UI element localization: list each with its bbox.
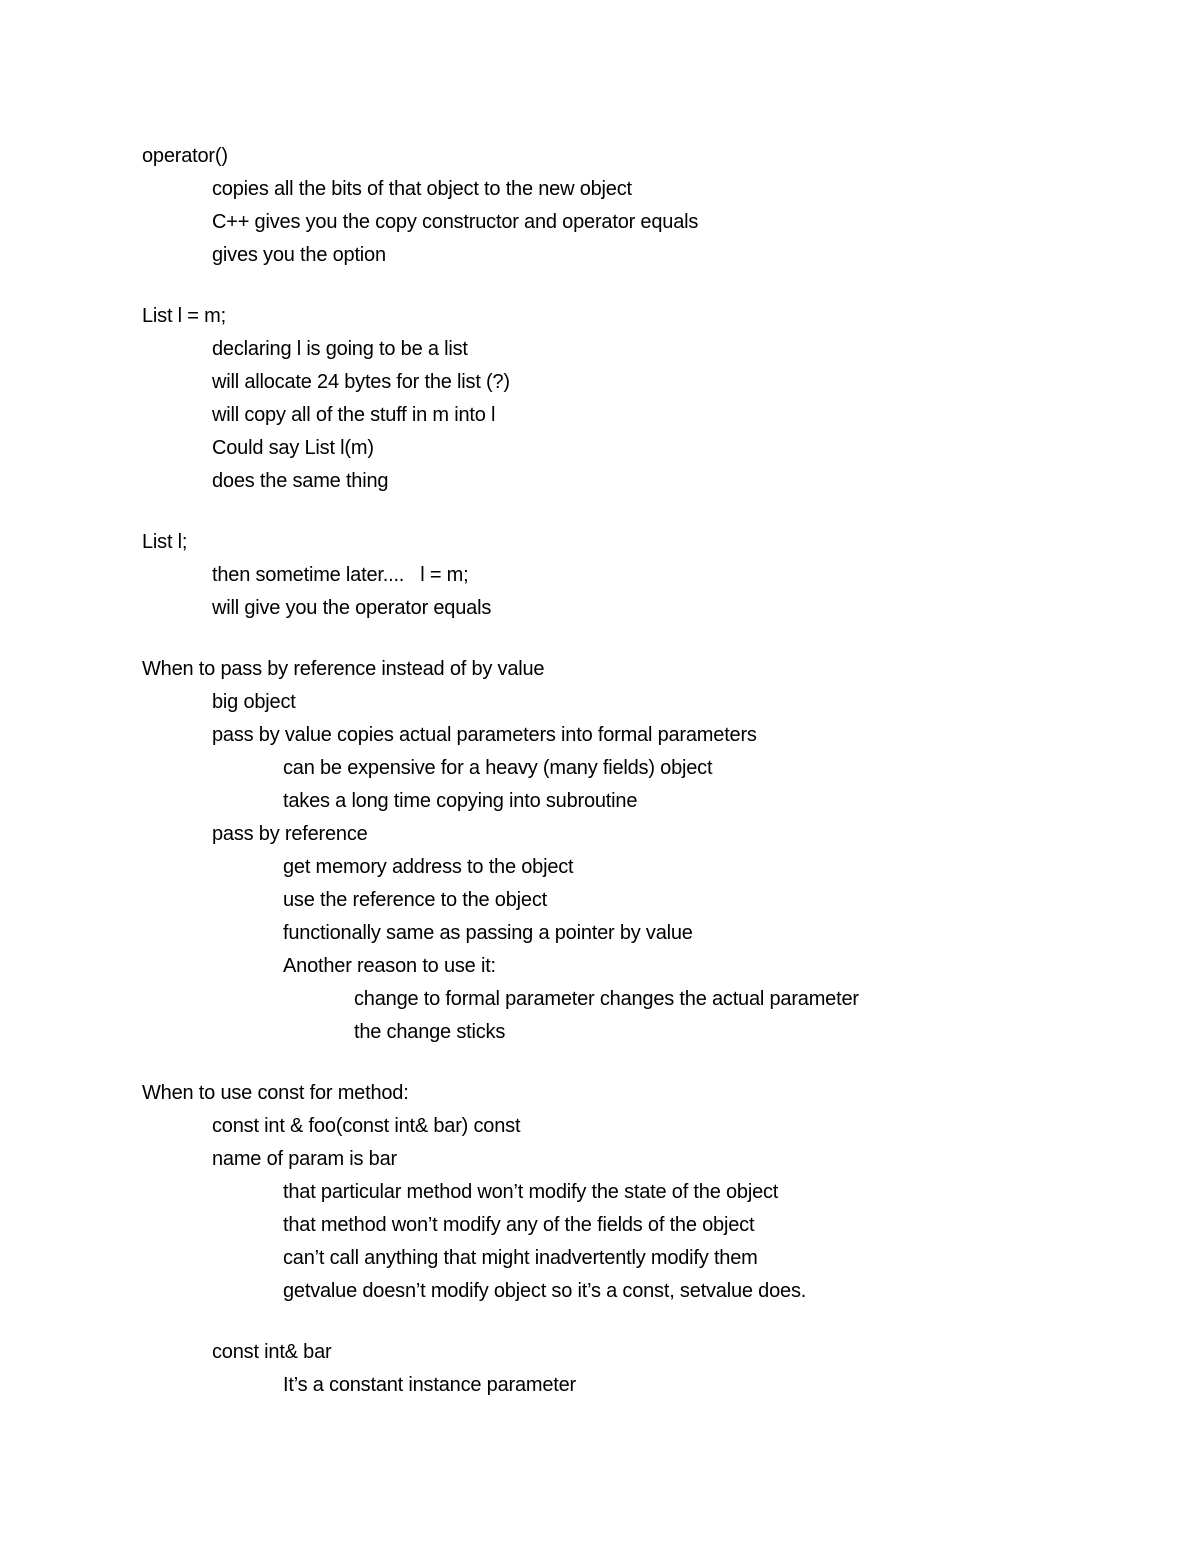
heading-line: When to use const for method: — [142, 1082, 409, 1104]
note-line: pass by value copies actual parameters into formal parameters — [212, 724, 757, 746]
note-line: name of param is bar — [212, 1148, 397, 1170]
note-line: change to formal parameter changes the actual parameter — [354, 988, 859, 1010]
note-line: the change sticks — [354, 1021, 506, 1043]
section-gap — [142, 1049, 1142, 1077]
note-line: pass by reference — [212, 823, 368, 845]
note-line: big object — [212, 691, 296, 713]
note-line: const int & foo(const int& bar) const — [212, 1115, 521, 1137]
note-line: can be expensive for a heavy (many fields) object — [283, 757, 713, 779]
note-line: const int& bar — [212, 1341, 332, 1363]
note-line: getvalue doesn’t modify object so it’s a const, setvalue does. — [283, 1280, 807, 1302]
note-line: gives you the option — [212, 244, 386, 266]
note-line: Could say List l(m) — [212, 437, 374, 459]
note-line: Another reason to use it: — [283, 955, 496, 977]
section-copy-operator — [142, 140, 1142, 272]
note-line: will allocate 24 bytes for the list (?) — [212, 371, 510, 393]
section-const-method — [142, 1077, 1142, 1308]
note-line: takes a long time copying into subroutine — [283, 790, 638, 812]
note-line: that particular method won’t modify the state of the object — [283, 1181, 779, 1203]
note-line: will copy all of the stuff in m into l — [212, 404, 496, 426]
note-line: then sometime later.... l = m; — [212, 564, 469, 586]
section-pass-by-reference — [142, 653, 1142, 1049]
note-line: It’s a constant instance parameter — [283, 1374, 576, 1396]
note-line: get memory address to the object — [283, 856, 574, 878]
note-line: copies all the bits of that object to the new object — [212, 178, 632, 200]
section-list-assignment — [142, 300, 1142, 498]
section-gap — [142, 498, 1142, 526]
note-line: declaring l is going to be a list — [212, 338, 468, 360]
note-line: functionally same as passing a pointer by value — [283, 922, 693, 944]
heading-line: operator() — [142, 145, 228, 167]
section-const-param — [142, 1336, 1142, 1402]
note-line: that method won’t modify any of the fields of the object — [283, 1214, 755, 1236]
notes-body — [142, 140, 1142, 1402]
heading-line: List l; — [142, 531, 188, 553]
note-line: can’t call anything that might inadvertently modify them — [283, 1247, 758, 1269]
section-gap — [142, 1308, 1142, 1336]
note-line: use the reference to the object — [283, 889, 547, 911]
section-gap — [142, 272, 1142, 300]
heading-line: When to pass by reference instead of by value — [142, 658, 545, 680]
note-line: C++ gives you the copy constructor and operator equals — [212, 211, 699, 233]
note-line: does the same thing — [212, 470, 389, 492]
section-gap — [142, 625, 1142, 653]
note-line: will give you the operator equals — [212, 597, 492, 619]
heading-line: List l = m; — [142, 305, 226, 327]
section-list-declaration — [142, 526, 1142, 625]
